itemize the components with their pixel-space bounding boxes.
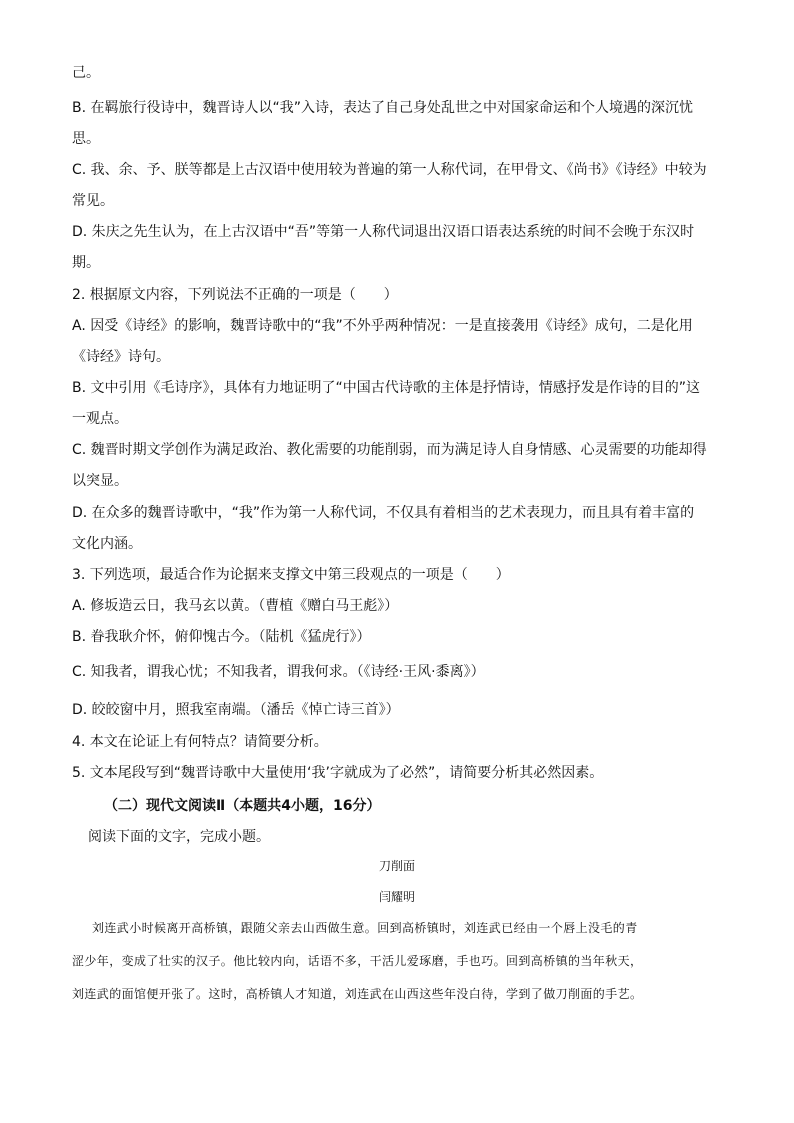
question-5: 5. 文本尾段写到“魏晋诗歌中大量使用‘我’字就成为了必然”，请简要分析其必然因素。 xyxy=(72,765,604,781)
text-line: 文化内涵。 xyxy=(72,536,142,552)
q3-option-b: B. 眷我耿介怀，俯仰愧古今。（陆机《猛虎行》） xyxy=(72,629,371,645)
option-c-line: C. 我、余、予、朕等都是上古汉语中使用较为普遍的第一人称代词，在甲骨文、《尚书》《诗经》中较为 xyxy=(72,162,707,178)
section-heading: （二）现代文阅读Ⅱ（本题共4小题，16分） xyxy=(104,798,381,814)
story-line: 刘连武的面馆便开张了。这时，高桥镇人才知道，刘连武在山西这些年没白待，学到了做刀削面的手艺。 xyxy=(72,987,643,1001)
text-line: 期。 xyxy=(72,255,100,271)
q2-option-d: D. 在众多的魏晋诗歌中，“我”作为第一人称代词，不仅具有着相当的艺术表现力，而且具有着丰富的 xyxy=(72,505,695,521)
q3-option-d: D. 皎皎窗中月，照我室南端。（潘岳《悼亡诗三首》） xyxy=(72,702,400,718)
story-line: 刘连武小时候离开高桥镇，跟随父亲去山西做生意。回到高桥镇时，刘连武已经由一个唇上没毛的青 xyxy=(92,921,638,935)
story-author: 闫耀明 xyxy=(378,890,415,904)
question-4: 4. 本文在论证上有何特点？请简要分析。 xyxy=(72,734,328,750)
text-line: 一观点。 xyxy=(72,411,128,427)
q3-option-a: A. 修坂造云日，我马玄以黄。（曹植《赠白马王彪》） xyxy=(72,598,399,614)
q2-option-a: A. 因受《诗经》的影响，魏晋诗歌中的“我”不外乎两种情况：一是直接袭用《诗经》成句，二是化用 xyxy=(72,318,693,334)
question-2: 2. 根据原文内容，下列说法不正确的一项是（ ） xyxy=(72,287,398,303)
text-line: 以突显。 xyxy=(72,473,128,489)
reading-instruction: 阅读下面的文字，完成小题。 xyxy=(88,829,270,845)
option-b-line: B. 在羁旅行役诗中，魏晋诗人以“我”入诗，表达了自己身处乱世之中对国家命运和个人境遇的深沉忧 xyxy=(72,100,694,116)
story-title: 刀削面 xyxy=(378,859,415,873)
q2-option-c: C. 魏晋时期文学创作为满足政治、教化需要的功能削弱，而为满足诗人自身情感、心灵需要的功能却得 xyxy=(72,442,707,458)
question-3: 3. 下列选项，最适合作为论据来支撑文中第三段观点的一项是（ ） xyxy=(72,567,510,583)
q2-option-b: B. 文中引用《毛诗序》，具体有力地证明了“中国古代诗歌的主体是抒情诗，情感抒发是作诗的目的”这 xyxy=(72,380,701,396)
text-line: 思。 xyxy=(72,131,100,147)
q3-option-c: C. 知我者，谓我心忧；不知我者，谓我何求。（《诗经·王风·黍离》） xyxy=(72,664,485,680)
text-line: 常见。 xyxy=(72,193,114,209)
option-d-line: D. 朱庆之先生认为，在上古汉语中“吾”等第一人称代词退出汉语口语表达系统的时间不会晚于东汉时 xyxy=(72,224,695,240)
text-line: 《诗经》诗句。 xyxy=(72,349,170,365)
text-line: 己。 xyxy=(72,65,100,81)
story-line: 涩少年，变成了壮实的汉子。他比较内向，话语不多，干活儿爱琢磨，手也巧。回到高桥镇的当年秋天， xyxy=(72,954,643,968)
